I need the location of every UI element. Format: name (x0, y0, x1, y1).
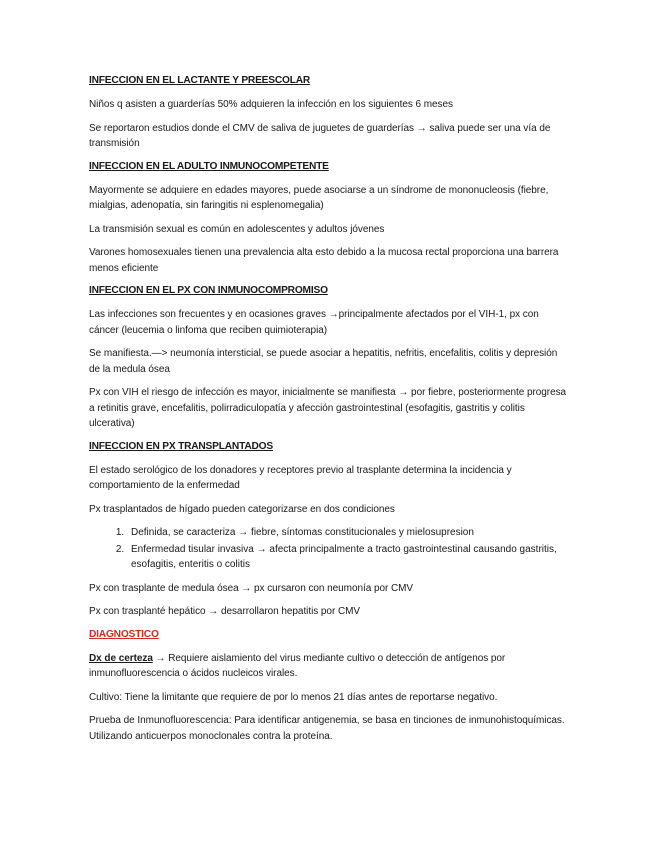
paragraph: Prueba de Inmunofluorescencia: Para identificar antigenemia, se basa en tinciones de inmunohistoquímicas. Utilizando anticuerpos monoclonales contra la proteína. (89, 715, 565, 742)
dx-certeza-label: Dx de certeza (89, 652, 153, 664)
paragraph: Niños q asisten a guarderías 50% adquieren la infección en los siguientes 6 meses (89, 99, 453, 110)
heading-inmunocompromiso: INFECCION EN EL PX CON INMUNOCOMPROMISO (89, 285, 328, 296)
conditions-list (89, 525, 567, 573)
paragraph: Px con VIH el riesgo de infección es mayor, inicialmente se manifiesta → por fiebre, posteriormente progresa a retinitis grave, encefalitis, polirradiculopatía y afección gastrointestinal (esofagitis, gastritis y colitis ulcerativa) (89, 387, 567, 429)
heading-lactante: INFECCION EN EL LACTANTE Y PREESCOLAR (89, 75, 311, 86)
heading-transplantados: INFECCION EN PX TRANSPLANTADOS (89, 440, 273, 452)
document-content (89, 74, 567, 752)
list-item: 1. Definida, se caracteriza → fiebre, síntomas constitucionales y mielosupresion (127, 525, 567, 541)
paragraph: El estado serológico de los donadores y receptores previo al trasplante determina la incidencia y comportamiento de la enfermedad (89, 464, 512, 491)
list-item: 2. Enfermedad tisular invasiva → afecta principalmente a tracto gastrointestinal causando gastritis, esofagitis, enteritis o colitis (127, 542, 567, 573)
paragraph: La transmisión sexual es común en adolescentes y adultos jóvenes (89, 223, 385, 235)
paragraph: Cultivo: Tiene la limitante que requiere de por lo menos 21 días antes de reportarse negativo. (89, 691, 498, 703)
paragraph: Se manifiesta.—> neumonía intersticial, se puede asociar a hepatitis, nefritis, encefalitis, colitis y depresión de la medula ósea (89, 348, 558, 375)
paragraph: Px con trasplante de medula ósea → px cursaron con neumonía por CMV (89, 582, 414, 594)
heading-adulto: INFECCION EN EL ADULTO INMUNOCOMPETENTE (89, 160, 329, 172)
paragraph: Px trasplantados de hígado pueden categorizarse en dos condiciones (89, 503, 395, 515)
heading-diagnostico: DIAGNOSTICO (89, 628, 159, 640)
paragraph-dx-certeza (89, 651, 567, 682)
paragraph: Px con trasplanté hepático → desarrollaron hepatitis por CMV (89, 606, 361, 617)
dx-certeza-text: → Requiere aislamiento del virus mediante cultivo o detección de antígenos por inmunofluorescencia o ácidos nucleicos virales. (89, 652, 506, 679)
paragraph: Se reportaron estudios donde el CMV de saliva de juguetes de guarderías → saliva puede ser una vía de transmisión (89, 122, 551, 149)
paragraph: Varones homosexuales tienen una prevalencia alta esto debido a la mucosa rectal proporciona una barrera menos eficiente (89, 247, 559, 274)
paragraph: Las infecciones son frecuentes y en ocasiones graves →principalmente afectados por el VIH-1, px con cáncer (leucemia o linfoma que reciben quimioterapia) (89, 309, 539, 336)
paragraph: Mayormente se adquiere en edades mayores, puede asociarse a un síndrome de mononucleosis (fiebre, mialgias, adenopatía, sin faringitis ni esplenomegalia) (89, 184, 549, 211)
